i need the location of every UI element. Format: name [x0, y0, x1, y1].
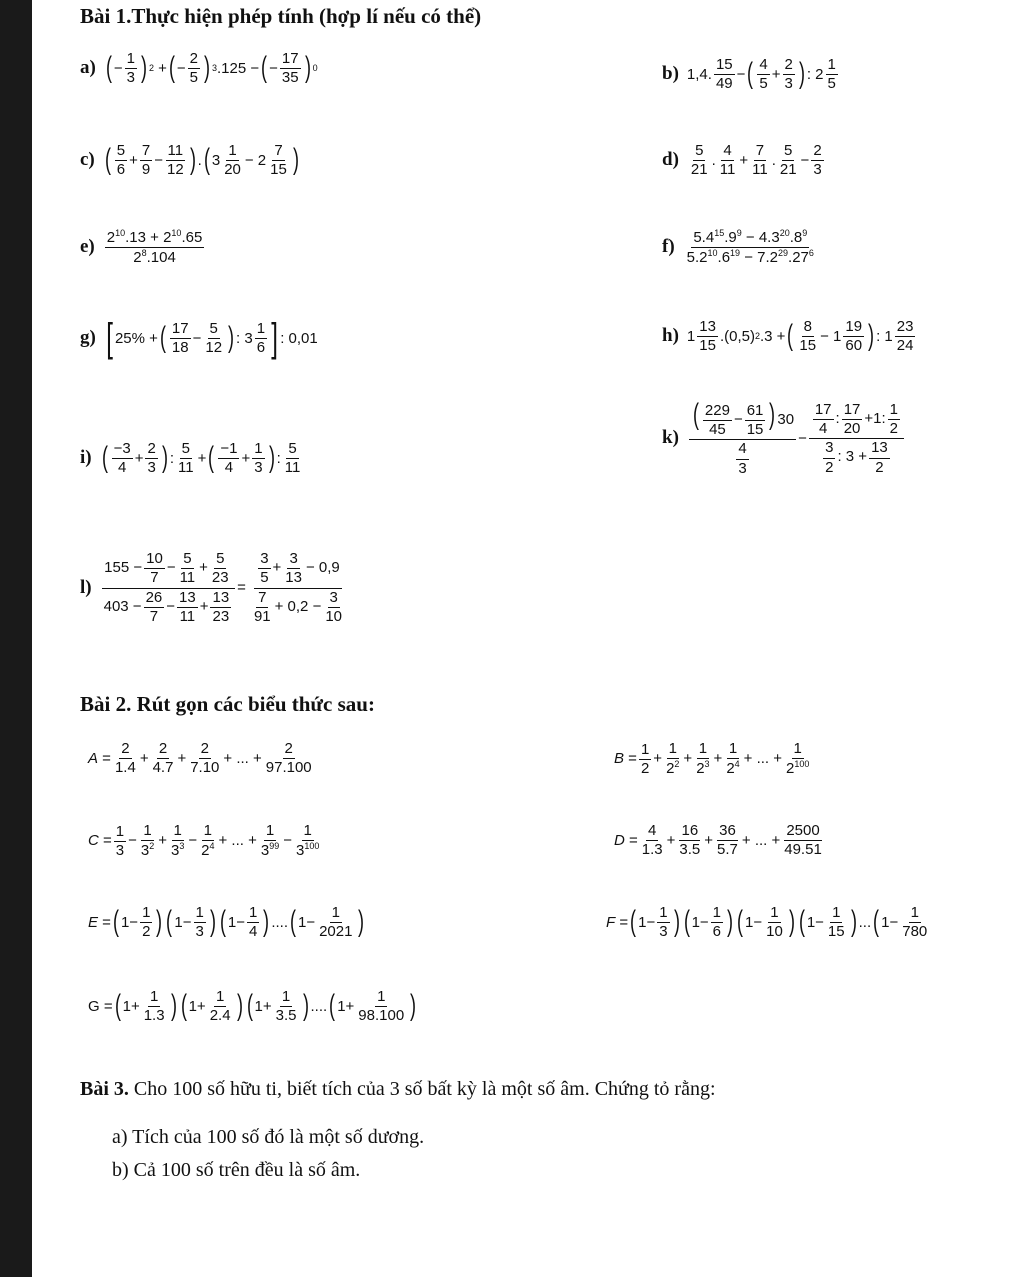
label-h: h): [662, 325, 679, 347]
label-l: l): [80, 576, 92, 598]
label-c: c): [80, 149, 95, 171]
exercise-c: c) ( 5 6 + 7 9 − 11 12 ) . ( 3 1 20 − 2 7 15 ): [80, 142, 299, 179]
label-e: e): [80, 236, 95, 258]
expression-F: F = ( 1− 1 3 ) ( 1− 1 6 ) ( 1− 1 10 ) ( 1− 1 15 ) ... ( 1− 1 780: [606, 904, 928, 941]
bai3-item-b: b) Cả 100 số trên đều là số âm.: [112, 1159, 361, 1181]
expression-D: D = 4 1.3 + 16 3.5 + 36 5.7 + ... + 2500 49.51: [614, 822, 822, 859]
expression-B: B = 1 2 + 1 $2^2$ + 1 $2^3$ + 1 $2^4$ + ... + 1 $2^{100}$: [614, 740, 810, 778]
label-b: b): [662, 63, 679, 85]
exercise-l: l) 155 − $\frac{10}{7}$ − $\frac{5}{11}$ + $\frac{5}{23}$ 403 − $\frac{26}{7}$ − $\frac{13}{11}$ + $\frac{13}{23}$ = $\frac{3}{5}$ + $\frac{3}{13}$ − 0,9 $\frac{7}{91}$ + 0,2 − $\frac{3}{10}$: [80, 550, 343, 625]
exercise-f: f) $5.4^{15}.9^9 - 4.3^{20}.8^9$ $5.2^{10}.6^{19} - 7.2^{29}.27^6$: [662, 228, 814, 267]
expression-A: A = 2 1.4 + 2 4.7 + 2 7.10 + ... + 2 97.100: [88, 740, 312, 777]
label-f: f): [662, 236, 675, 258]
bai3-title-bold: Bài 3.: [80, 1078, 129, 1100]
bai1-title: Bài 1.Thực hiện phép tính (hợp lí nếu có thể): [80, 4, 482, 28]
expression-E: E = ( 1− 1 2 ) ( 1− 1 3 ) ( 1− 1 4 ) .... ( 1− 1 2021 ): [88, 904, 365, 941]
bai3-item-a: a) Tích của 100 số đó là một số dương.: [112, 1126, 425, 1148]
label-g: g): [80, 327, 96, 348]
exercise-k: k) ( $\frac{229}{45}$ − $\frac{61}{15}$ ) 30 $\frac{4}{3}$ − $\frac{17}{4}$ : $\frac{17}{20}$ +1: $\frac{1}{2}$ $\frac{3}{2}$ : 3 + $\frac{13}{2}$: [662, 400, 906, 477]
exercise-i: i) ( −3 4 + 2 3 ) : 5 11 + ( −1 4 + 1 3 ) : 5 11: [80, 440, 301, 477]
bai3-text: Cho 100 số hữu ti, biết tích của 3 số bất kỳ là một số âm. Chứng tỏ rằng:: [128, 1078, 716, 1100]
label-a: a): [80, 57, 96, 79]
exercise-b: b) 1,4. 15 49 − ( 4 5 + 2 3 ) : 2 1 5: [662, 56, 836, 93]
document-page: [32, 0, 1024, 1277]
exercise-d: d) 5 21 . 4 11 + 7 11 . 5 21 − 2 3: [662, 142, 822, 179]
expression-C: C = 1 3 − 1 $3^2$ + 1 $3^3$ − 1 $2^4$ + ... + 1 $3^{99}$ − 1 $3^{100}$: [88, 822, 320, 860]
bai2-title: Bài 2. Rút gọn các biểu thức sau:: [80, 692, 375, 716]
bai3-title: [80, 1078, 716, 1101]
bai3-list: [112, 1126, 424, 1192]
exercise-g: g) [ 25% + ( 17 18 − 5 12 ) : 3 1 6 ] : 0,01: [80, 316, 318, 360]
label-d: d): [662, 149, 679, 171]
label-k: k): [662, 427, 679, 449]
exercise-a: a) ( − 1 3 ) 2 + ( − 2 5 ) 3 .125 − ( − 17 35 ) 0: [80, 50, 318, 87]
exercise-h: h) 1 13 15 .(0,5) 2 .3 + ( 8 15 − 1 19 60 ) : 1 23 24: [662, 318, 914, 355]
label-i: i): [80, 447, 92, 469]
exercise-e: e) $2^{10}.13 + 2^{10}.65$ $2^8.104$: [80, 228, 203, 267]
expression-G: G = ( 1+ 1 1.3 ) ( 1+ 1 2.4 ) ( 1+ 1 3.5 ) .... ( 1+ 1 98.100 ): [88, 988, 417, 1025]
